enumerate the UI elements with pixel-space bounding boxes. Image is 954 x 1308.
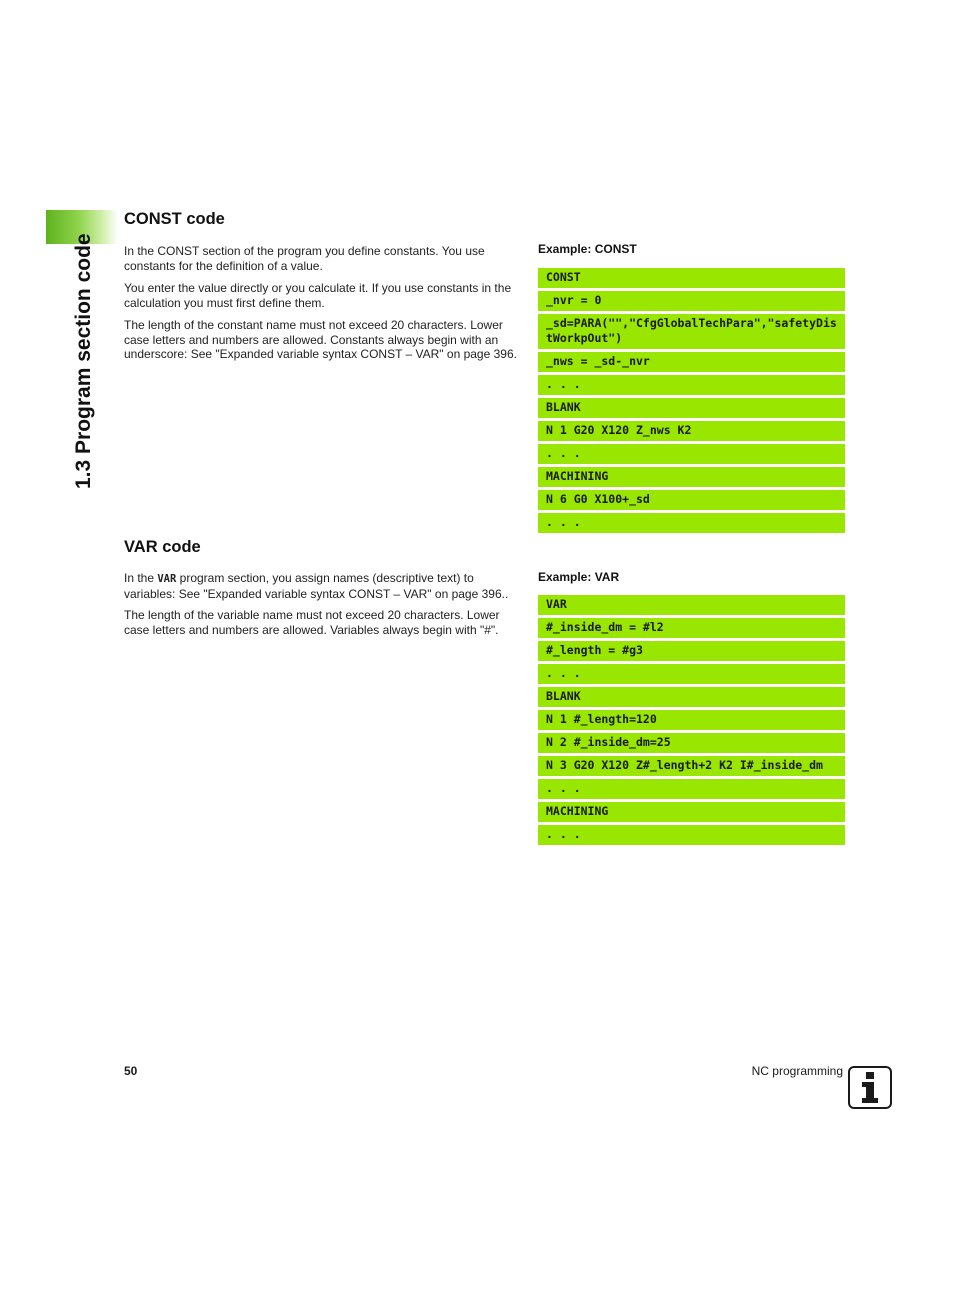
page-number: 50 [124,1064,138,1078]
code-line: _sd=PARA("","CfgGlobalTechPara","safetyDistWorkpOut") [538,314,845,349]
code-line: BLANK [538,398,845,418]
code-line: . . . [538,825,845,845]
code-line: _nvr = 0 [538,291,845,311]
code-line: . . . [538,779,845,799]
footer-chapter: NC programming [751,1064,843,1078]
var-paragraph-1-suffix: program section, you assign names (descriptive text) to variables: See "Expanded variable syntax CONST – VAR" on page 396.. [124,571,509,601]
info-icon [848,1066,892,1109]
code-line: MACHINING [538,802,845,822]
code-line: N 6 G0 X100+_sd [538,490,845,510]
const-code-block [538,268,845,536]
code-line: #_length = #g3 [538,641,845,661]
code-line: _nws = _sd-_nvr [538,352,845,372]
code-line: VAR [538,595,845,615]
code-line: . . . [538,664,845,684]
var-example-label: Example: VAR [538,570,620,584]
section-side-title [66,212,106,492]
var-heading: VAR code [124,538,201,556]
section-side-title-text: 1.3 Program section code [72,233,95,489]
code-line: #_inside_dm = #l2 [538,618,845,638]
code-line: N 1 #_length=120 [538,710,845,730]
var-keyword: VAR [157,573,177,585]
code-line: CONST [538,268,845,288]
code-line: N 1 G20 X120 Z_nws K2 [538,421,845,441]
var-paragraph-1-prefix: In the [124,571,158,585]
const-paragraph-2: You enter the value directly or you calculate it. If you use constants in the calculation you must first define them. [124,281,512,310]
code-line: N 2 #_inside_dm=25 [538,733,845,753]
const-paragraph-1: In the CONST section of the program you define constants. You use constants for the definition of a value. [124,244,485,273]
var-paragraph-1 [124,571,520,601]
const-example-label: Example: CONST [538,242,637,256]
code-line: MACHINING [538,467,845,487]
code-line: BLANK [538,687,845,707]
code-line: . . . [538,444,845,464]
code-line: N 3 G20 X120 Z#_length+2 K2 I#_inside_dm [538,756,845,776]
var-paragraph-2: The length of the variable name must not exceed 20 characters. Lower case letters and numbers are allowed. Variables always begin with "#". [124,608,500,637]
const-heading: CONST code [124,210,225,228]
var-code-block [538,595,845,848]
const-paragraph-3: The length of the constant name must not exceed 20 characters. Lower case letters and numbers are allowed. Constants always begin with an underscore: See "Expanded variable syntax CONST – VAR" on page 396. [124,318,517,362]
code-line: . . . [538,513,845,533]
code-line: . . . [538,375,845,395]
